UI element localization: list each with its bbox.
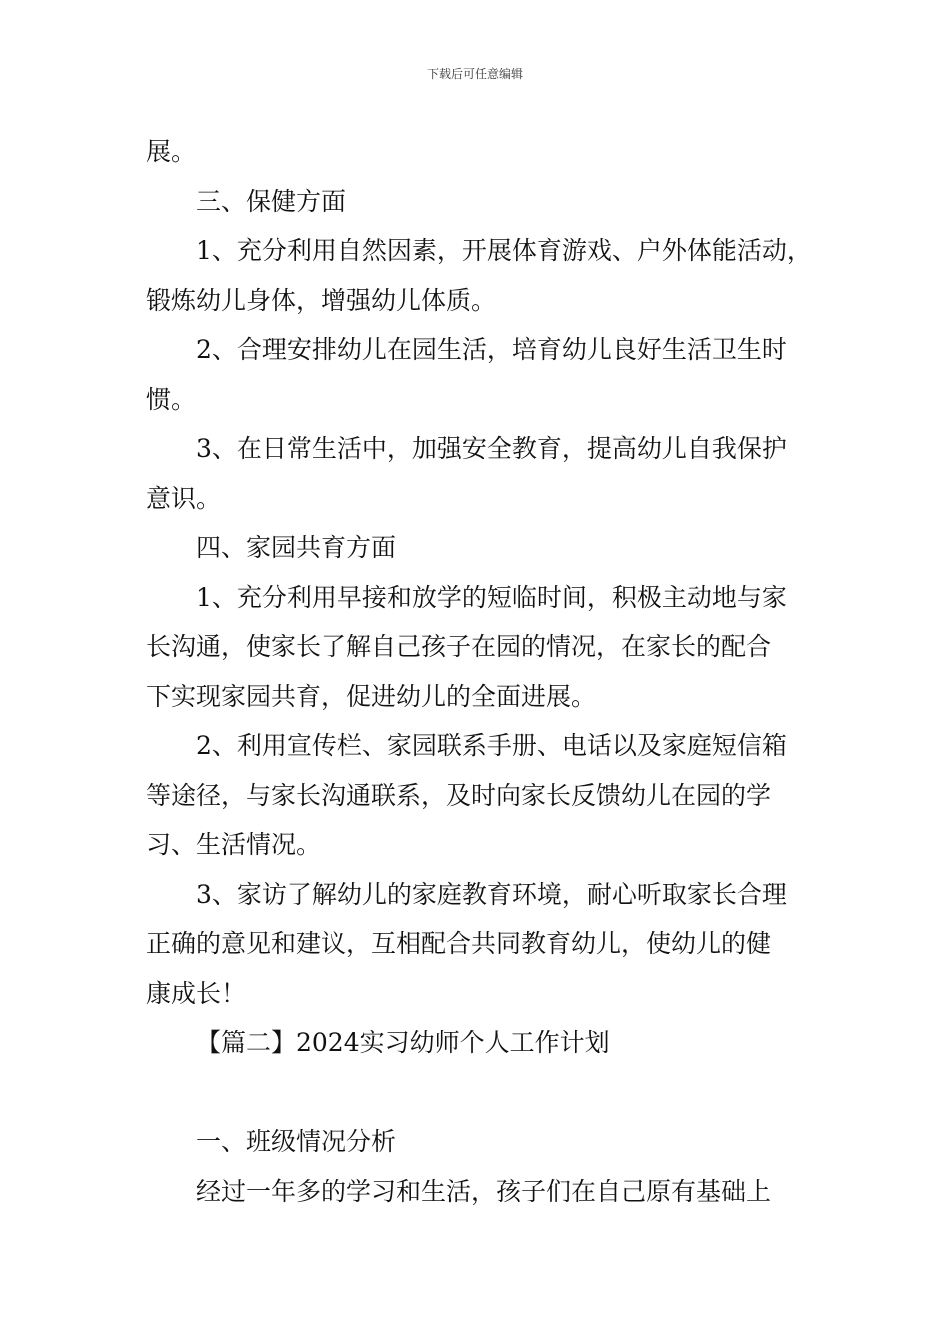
text-line: 2、利用宣传栏、家园联系手册、电话以及家庭短信箱: [196, 731, 787, 760]
text-line: 等途径，与家长沟通联系，及时向家长反馈幼儿在园的学: [146, 780, 772, 810]
text-line: 康成长！: [146, 978, 247, 1008]
text-line: 锻炼幼儿身体，增强幼儿体质。: [146, 285, 497, 315]
text-line: 展。: [146, 137, 197, 166]
section-heading: 三、保健方面: [196, 186, 347, 216]
text-line: 经过一年多的学习和生活，孩子们在自己原有基础上: [196, 1176, 772, 1206]
text-line: 正确的意见和建议，互相配合共同教育幼儿，使幼儿的健: [146, 929, 772, 958]
text-line: 习、生活情况。: [146, 830, 322, 859]
text-line: 1、充分利用自然因素，开展体育游戏、户外体能活动，: [196, 236, 812, 265]
text-line: 2、合理安排幼儿在园生活，培育幼儿良好生活卫生时: [196, 335, 787, 364]
section-heading: 一、班级情况分析: [196, 1127, 397, 1156]
blank-line: [146, 1068, 816, 1118]
text-line: 意识。: [146, 483, 222, 513]
article-title: 【篇二】2024实习幼师个人工作计划: [196, 1028, 610, 1057]
text-line: 长沟通，使家长了解自己孩子在园的情况，在家长的配合: [146, 632, 772, 661]
section-heading: 四、家园共育方面: [196, 533, 397, 562]
text-line: 1、充分利用早接和放学的短临时间，积极主动地与家: [196, 582, 787, 612]
document-body: [146, 127, 816, 1216]
text-line: 3、在日常生活中，加强安全教育，提高幼儿自我保护: [196, 434, 787, 463]
page-header-note: 下载后可任意编辑: [426, 67, 523, 81]
text-line: 3、家访了解幼儿的家庭教育环境，耐心听取家长合理: [196, 879, 787, 909]
text-line: 下实现家园共育，促进幼儿的全面进展。: [146, 681, 597, 711]
text-line: 惯。: [146, 384, 197, 414]
